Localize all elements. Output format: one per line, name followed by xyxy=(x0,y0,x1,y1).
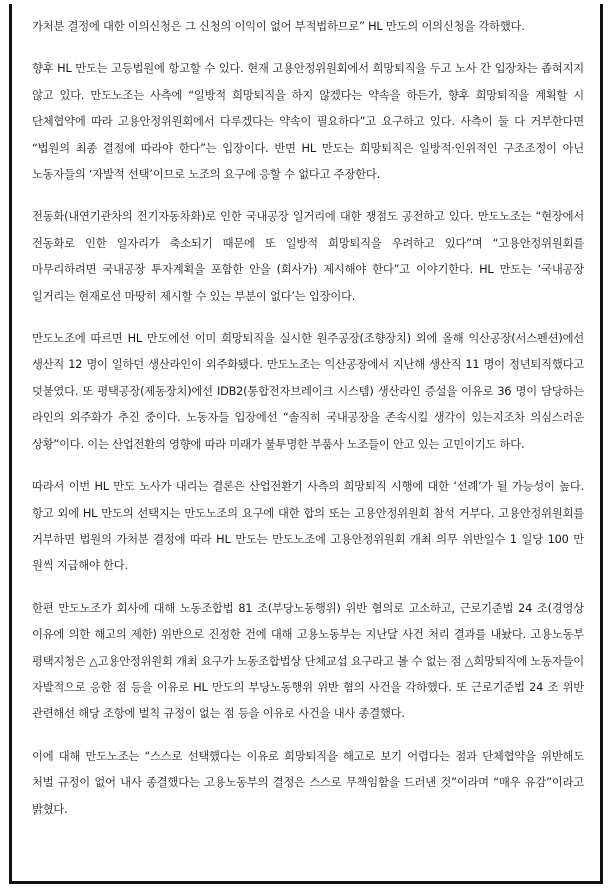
paragraph: 향후 HL 만도는 고등법원에 항고할 수 있다. 현재 고용안정위원회에서 희망퇴직을 두고 노사 간 입장차는 좁혀지지 않고 있다. 만도노조는 사측에 “일방적 희망퇴직을 하지 않겠다는 약속을 하든가, 향후 희망퇴직을 계획할 시 단체협약에 따라 고용안정위원회에서 다루겠다는 약속이 필요하다”고 요구하고 있다. 사측이 둘 다 거부한다면 “법원의 최종 결정에 따라야 한다”는 입장이다. 반면 HL 만도는 희망퇴직은 일방적·인위적인 구조조정이 아닌 노동자들의 ‘자발적 선택’이므로 노조의 요구에 응할 수 없다고 주장한다. xyxy=(32,62,584,182)
paragraph: 만도노조에 따르면 HL 만도에선 이미 희망퇴직을 실시한 원주공장(조향장치) 외에 올해 익산공장(서스펜션)에선 생산직 12 명이 일하던 생산라인이 외주화됐다. 만도노조는 익산공장에서 지난해 생산직 11 명이 정년퇴직했다고 덧붙였다. 또 평택공장(제동장치)에선 IDB2(통합전자브레이크 시스템) 생산라인 증설을 이유로 36 명이 담당하는 라인의 외주화가 추진 중이다. 노동자들 입장에선 “솔직히 국내공장을 존속시킬 생각이 있는지조차 의심스러운 상황”이다. 이는 산업전환의 영향에 따라 미래가 불투명한 부품사 노조들이 안고 있는 고민이기도 하다. xyxy=(32,332,584,451)
paragraph: 전동화(내연기관차의 전기자동차화)로 인한 국내공장 일거리에 대한 쟁점도 공전하고 있다. 만도노조는 “현장에서 전동화로 인한 일자리가 축소되기 때문에 또 일방적 희망퇴직을 우려하고 있다”며 “고용안정위원회를 마무리하려면 국내공장 투자계획을 포함한 안을 (회사가) 제시해야 한다”고 이야기한다. HL 만도는 ‘국내공장 일거리는 현재로선 마땅히 제시할 수 있는 부분이 없다’는 입장이다. xyxy=(32,210,584,303)
paragraph: 이에 대해 만도노조는 “스스로 선택했다는 이유로 희망퇴직을 해고로 보기 어렵다는 점과 단체협약을 위반해도 처벌 규정이 없어 내사 종결했다는 고용노동부의 결정은 스스로 무책임함을 드러낸 것”이라며 “매우 유감”이라고 밝혔다. xyxy=(32,749,584,816)
paragraph: 따라서 이번 HL 만도 노사가 내리는 결론은 산업전환기 사측의 희망퇴직 시행에 대한 ‘선례’가 될 가능성이 높다. 항고 외에 HL 만도의 선택지는 만도노조의 요구에 대한 합의 또는 고용안정위원회 참석 거부다. 고용안정위원회를 거부하면 법원의 가처분 결정에 따라 HL 만도는 만도노조에 고용안정위원회 개최 의무 위반일수 1 일당 100 만 원씩 지급해야 한다. xyxy=(32,480,584,573)
paragraph: 한편 만도노조가 회사에 대해 노동조합법 81 조(부당노동행위) 위반 혐의로 고소하고, 근로기준법 24 조(경영상 이유에 의한 해고의 제한) 위반으로 진정한 건에 대해 고용노동부는 지난달 사건 처리 결과를 내놨다. 고용노동부 평택지청은 △고용안정위원회 개최 요구가 노동조합법상 단체교섭 요구라고 볼 수 없는 점 △희망퇴직에 노동자들이 자발적으로 응한 점 등을 이유로 HL 만도의 부당노동행위 위반 혐의 사건을 각하했다. 또 근로기준법 24 조 위반 관련해선 해당 조항에 벌칙 규정이 없는 점 등을 이유로 사건을 내사 종결했다. xyxy=(32,601,584,721)
document-frame xyxy=(9,4,603,884)
article-body xyxy=(32,14,584,839)
paragraph: 가처분 결정에 대한 이의신청은 그 신청의 이익이 없어 부적법하므로” HL 만도의 이의신청을 각하했다. xyxy=(32,20,525,33)
